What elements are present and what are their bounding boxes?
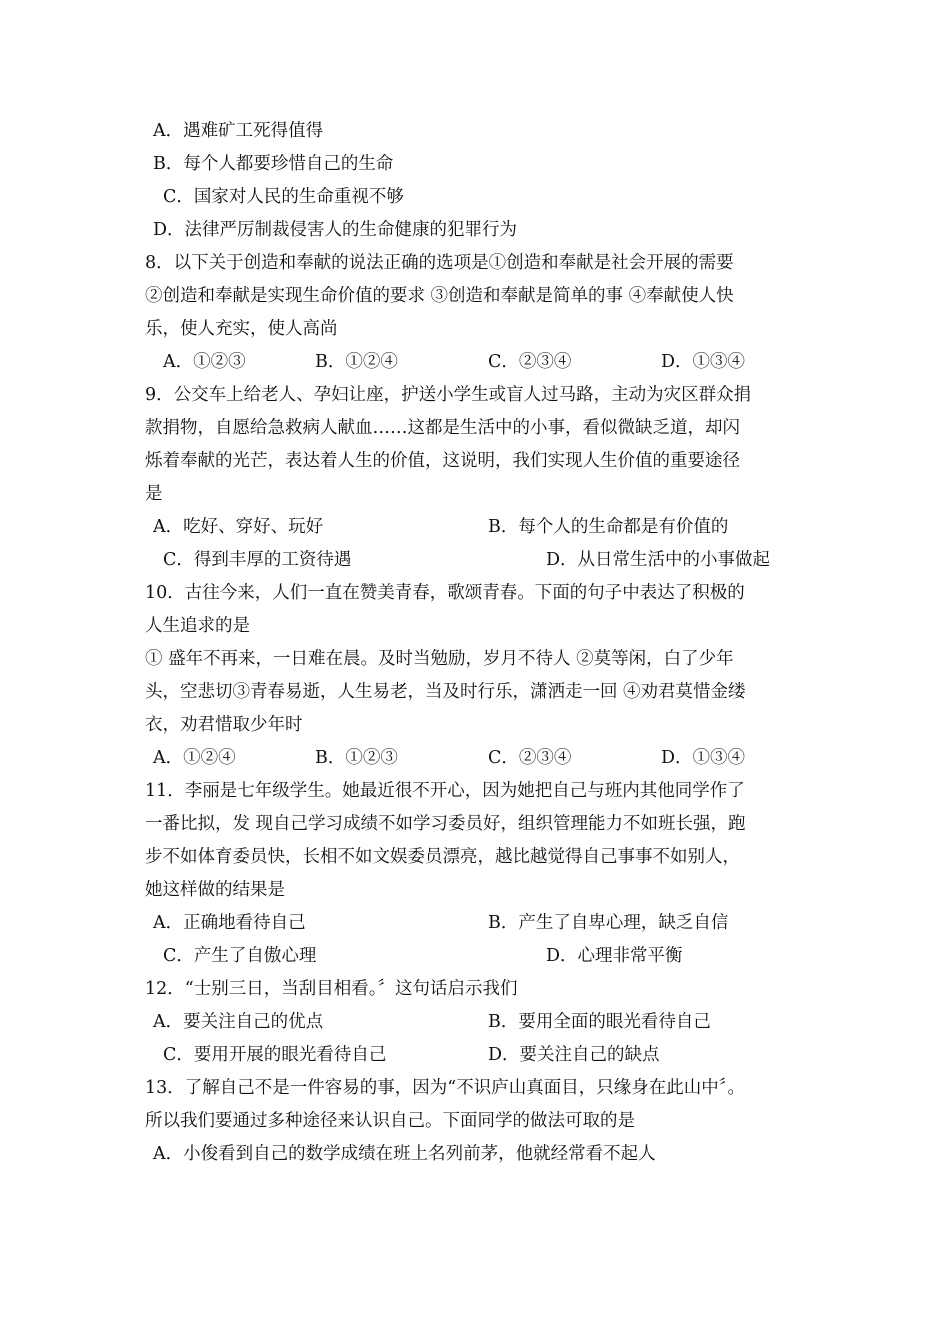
- q11-stem-line-2: 一番比拟，发 现自己学习成绩不如学习委员好，组织管理能力不如班长强，跑: [145, 814, 746, 834]
- q13-option-a: A．小俊看到自己的数学成绩在班上名列前茅，他就经常看不起人: [153, 1144, 656, 1164]
- q13-stem-line-2: 所以我们要通过多种途径来认识自己。下面同学的做法可取的是: [145, 1111, 635, 1131]
- q9-stem-line-1: 9．公交车上给老人、孕妇让座，护送小学生或盲人过马路，主动为灾区群众捐: [145, 385, 752, 405]
- q8-option-b: B．①②④: [315, 352, 398, 372]
- q10-stem-line-1: 10．古往今来，人们一直在赞美青春，歌颂青春。下面的句子中表达了积极的: [145, 583, 745, 603]
- q9-stem-line-2: 款捐物，自愿给急救病人献血……这都是生活中的小事，看似微缺乏道，却闪: [145, 418, 740, 438]
- q11-stem-line-3: 步不如体育委员快，长相不如文娱委员漂亮，越比越觉得自己事事不如别人，: [145, 847, 740, 867]
- q8-stem-line-1: 8．以下关于创造和奉献的说法正确的选项是①创造和奉献是社会开展的需要: [145, 253, 734, 273]
- q10-option-a: A．①②④: [153, 748, 236, 768]
- q8-option-c: C．②③④: [488, 352, 572, 372]
- q12-option-a: A．要关注自己的优点: [153, 1012, 324, 1032]
- q11-option-a: A．正确地看待自己: [153, 913, 306, 933]
- q9-stem-line-4: 是: [145, 484, 163, 504]
- q10-stem-line-2: 人生追求的是: [145, 616, 250, 636]
- q11-option-b: B．产生了自卑心理，缺乏自信: [488, 913, 729, 933]
- q8-stem-line-2: ②创造和奉献是实现生命价值的要求 ③创造和奉献是简单的事 ④奉献使人快: [145, 286, 734, 306]
- q7-option-d: D．法律严厉制裁侵害人的生命健康的犯罪行为: [153, 220, 518, 240]
- q10-stem-line-4: 头，空悲切③青春易逝，人生易老，当及时行乐，潇洒走一回 ④劝君莫惜金缕: [145, 682, 746, 702]
- q7-option-c: C．国家对人民的生命重视不够: [163, 187, 404, 207]
- q8-option-a: A．①②③: [163, 352, 246, 372]
- q7-option-a: A．遇难矿工死得值得: [153, 121, 324, 141]
- q12-stem-line-1: 12．“士别三日，当刮目相看。〞这句话启示我们: [145, 979, 518, 999]
- q8-stem-line-3: 乐，使人充实，使人高尚: [145, 319, 338, 339]
- q9-option-b: B．每个人的生命都是有价值的: [488, 517, 729, 537]
- q13-stem-line-1: 13．了解自己不是一件容易的事，因为“不识庐山真面目，只缘身在此山中〞。: [145, 1078, 745, 1098]
- q10-stem-line-3: ① 盛年不再来，一日难在晨。及时当勉励，岁月不待人 ②莫等闲，白了少年: [145, 649, 734, 669]
- q10-option-b: B．①②③: [315, 748, 398, 768]
- q9-stem-line-3: 烁着奉献的光芒，表达着人生的价值，这说明，我们实现人生价值的重要途径: [145, 451, 740, 471]
- q11-stem-line-4: 她这样做的结果是: [145, 880, 285, 900]
- q8-option-d: D．①③④: [661, 352, 746, 372]
- q11-option-c: C．产生了自傲心理: [163, 946, 317, 966]
- q9-option-a: A．吃好、穿好、玩好: [153, 517, 324, 537]
- q12-option-c: C．要用开展的眼光看待自己: [163, 1045, 387, 1065]
- q7-option-b: B．每个人都要珍惜自己的生命: [153, 154, 394, 174]
- q11-option-d: D．心理非常平衡: [546, 946, 683, 966]
- q9-option-c: C．得到丰厚的工资待遇: [163, 550, 352, 570]
- q10-option-d: D．①③④: [661, 748, 746, 768]
- q10-option-c: C．②③④: [488, 748, 572, 768]
- q9-option-d: D．从日常生活中的小事做起: [546, 550, 771, 570]
- q10-stem-line-5: 衣，劝君惜取少年时: [145, 715, 303, 735]
- q11-stem-line-1: 11．李丽是七年级学生。她最近很不开心，因为她把自己与班内其他同学作了: [145, 781, 745, 801]
- q12-option-d: D．要关注自己的缺点: [488, 1045, 660, 1065]
- q12-option-b: B．要用全面的眼光看待自己: [488, 1012, 711, 1032]
